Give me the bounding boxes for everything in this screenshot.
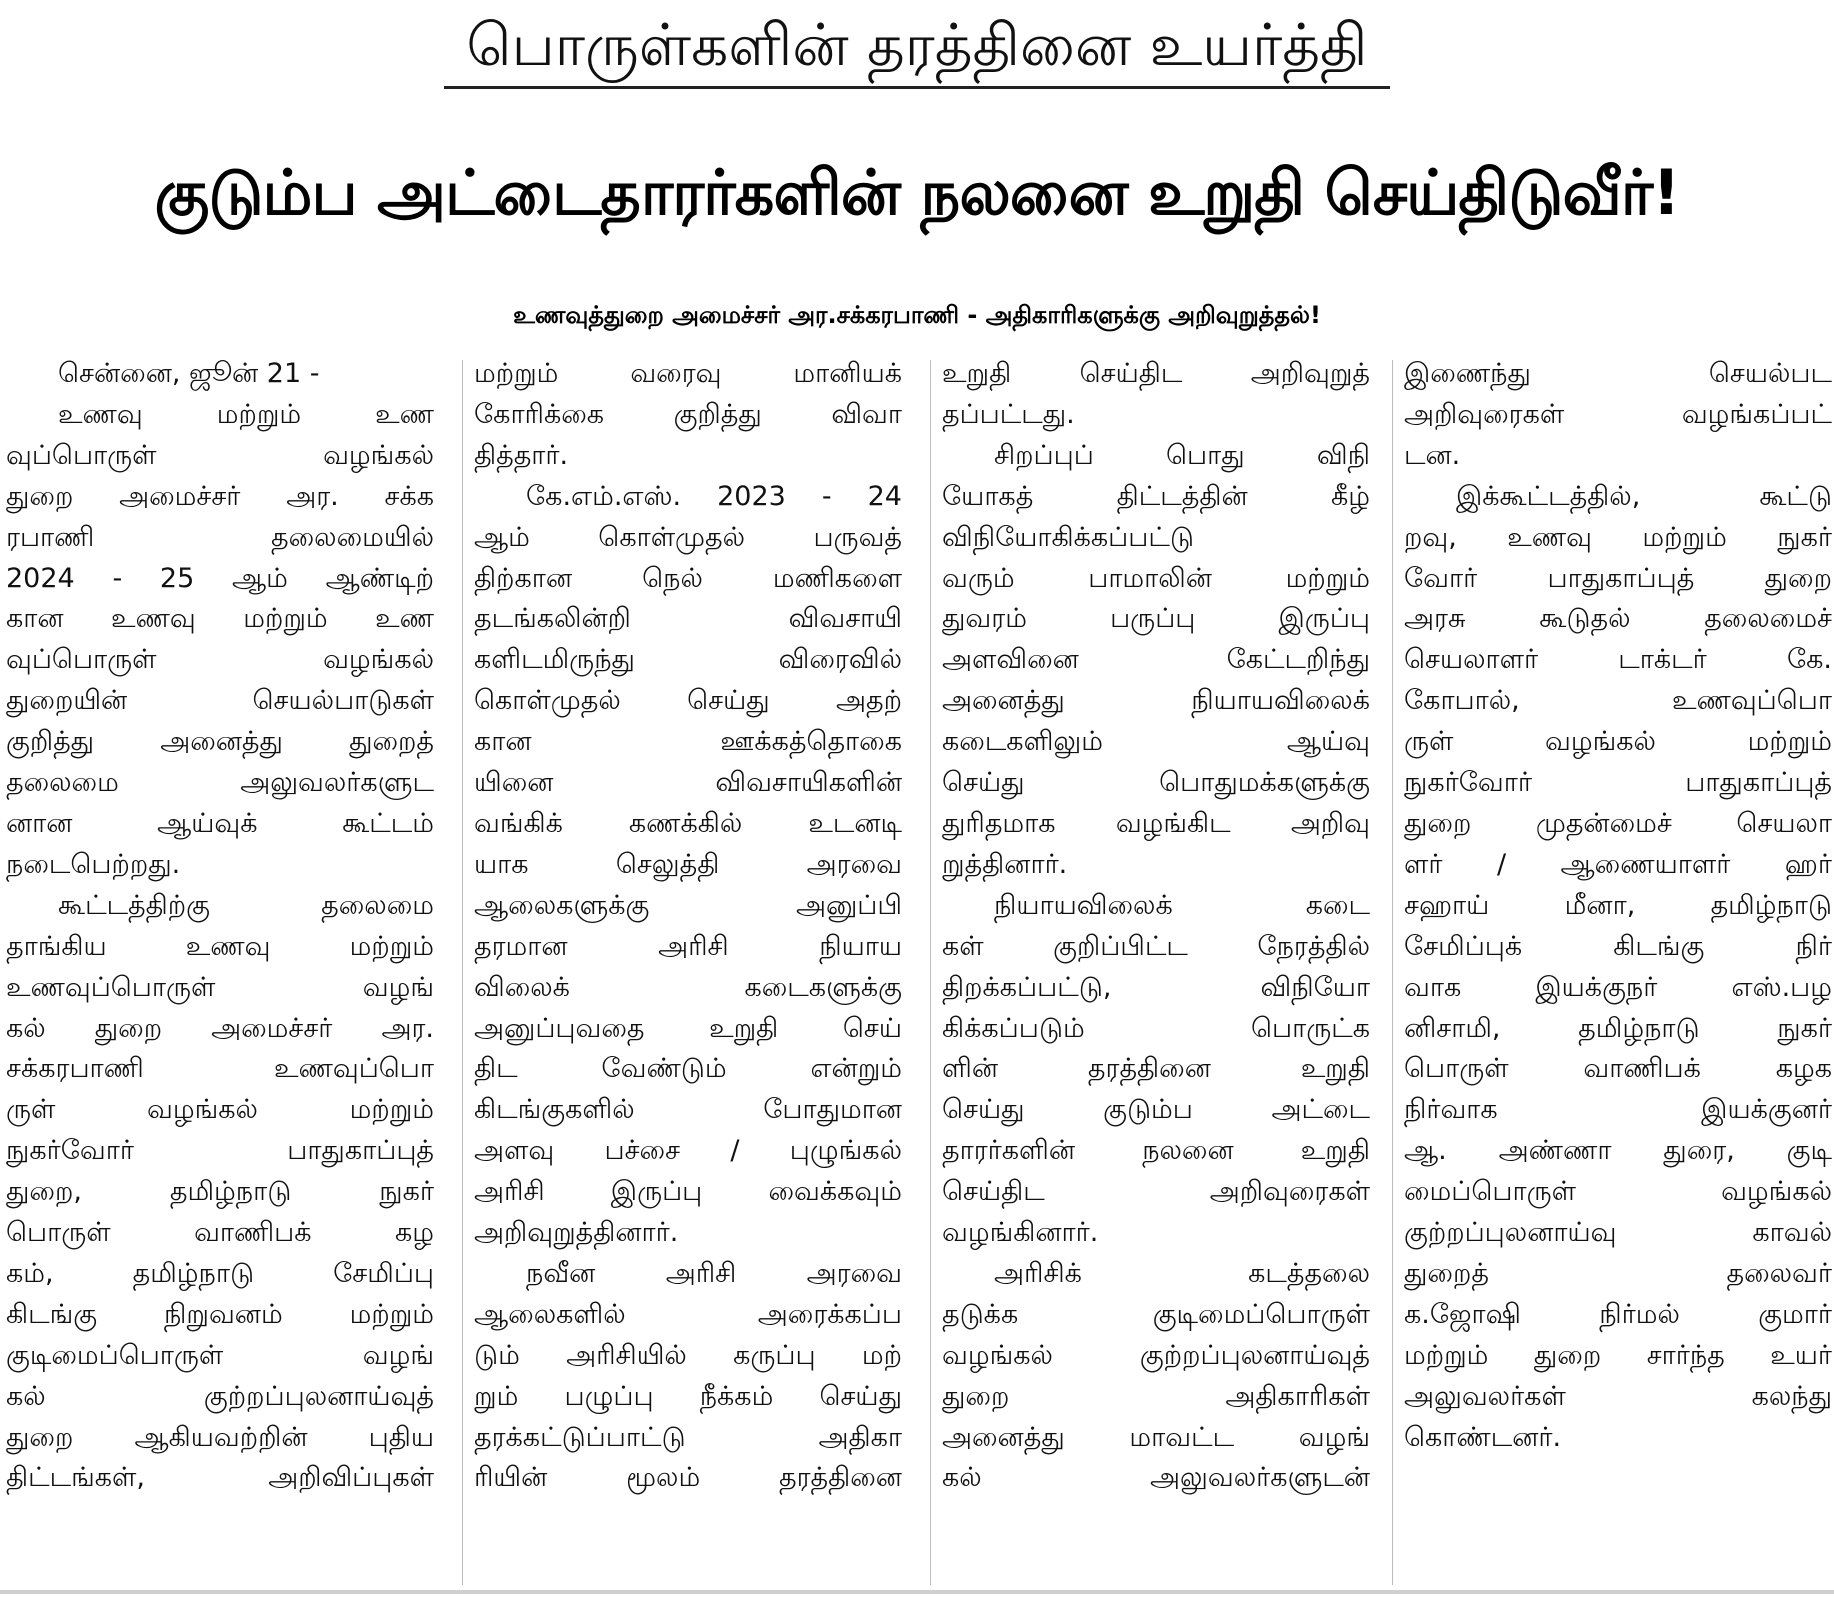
text-line: அரசு கூடுதல் தலைமைச் — [1404, 603, 1832, 635]
text-line: துறை முதன்மைச் செயலா — [1404, 807, 1832, 839]
text-line: றும் பழுப்பு நீக்கம் செய்து — [474, 1380, 902, 1412]
text-line: மற்றும் வரைவு மானியக் — [474, 358, 902, 389]
article-column-3 — [942, 354, 1370, 1590]
text-line: ருள் வழங்கல் மற்றும் — [6, 1094, 434, 1126]
text-line: னிசாமி, தமிழ்நாடு நுகர் — [1404, 1012, 1832, 1044]
text-line: கம், தமிழ்நாடு சேமிப்பு — [6, 1257, 434, 1289]
text-line: வரும் பாமாலின் மற்றும் — [942, 562, 1370, 594]
text-line: குடிமைப்பொருள் வழங் — [6, 1339, 434, 1371]
headline: குடும்ப அட்டைதாரர்களின் நலனை உறுதி செய்திடுவீர்! — [154, 156, 1680, 229]
text-line: சஹாய் மீனா, தமிழ்நாடு — [1404, 889, 1832, 921]
text-line: சிறப்புப் பொது விநி — [994, 439, 1370, 471]
text-line: மற்றும் துறை சார்ந்த உயர் — [1404, 1339, 1832, 1371]
text-line: விலைக் கடைகளுக்கு — [474, 971, 902, 1003]
article-column-1 — [6, 354, 434, 1590]
text-line: அளவு பச்சை / புழுங்கல் — [474, 1135, 902, 1167]
text-line: தாரர்களின் நலனை உறுதி — [942, 1135, 1370, 1167]
text-line: திறக்கப்பட்டு, விநியோ — [942, 971, 1370, 1003]
text-line: பொருள் வாணிபக் கழ — [6, 1217, 434, 1249]
article-column-2 — [474, 354, 902, 1590]
text-line: செய்து குடும்ப அட்டை — [942, 1094, 1370, 1126]
text-line: செய்திட அறிவுரைகள் — [942, 1176, 1370, 1208]
text-line: துறை ஆகியவற்றின் புதிய — [6, 1421, 434, 1453]
text-line: அரிசி இருப்பு வைக்கவும் — [474, 1176, 902, 1208]
text-line: வழங்கினார். — [942, 1217, 1099, 1249]
text-line: கான உணவு மற்றும் உண — [6, 603, 434, 635]
text-line: அலுவலர்கள் கலந்து — [1404, 1380, 1832, 1412]
text-line: அனுப்புவதை உறுதி செய் — [474, 1012, 902, 1044]
text-line: உறுதி செய்திட அறிவுறுத் — [942, 358, 1370, 389]
text-line: ரியின் மூலம் தரத்தினை — [474, 1462, 902, 1494]
text-line: நுகர்வோர் பாதுகாப்புத் — [1404, 767, 1832, 799]
text-line: நிர்வாக இயக்குனர் — [1404, 1094, 1832, 1126]
text-line: தலைமை அலுவலர்களுட — [6, 767, 434, 799]
text-line: ரபாணி தலைமையில் — [6, 521, 434, 553]
text-line: நியாயவிலைக் கடை — [994, 889, 1370, 921]
text-line: கல் அலுவலர்களுடன் — [942, 1462, 1370, 1494]
text-line: துறை அதிகாரிகள் — [942, 1380, 1370, 1412]
text-line: ஆலைகளுக்கு அனுப்பி — [474, 889, 902, 921]
text-line: அளவினை கேட்டறிந்து — [942, 644, 1370, 676]
text-line: தரமான அரிசி நியாய — [474, 930, 902, 962]
text-line: துவரம் பருப்பு இருப்பு — [942, 603, 1370, 635]
text-line: சேமிப்புக் கிடங்கு நிர் — [1404, 930, 1832, 962]
text-line: கிடங்கு நிறுவனம் மற்றும் — [6, 1298, 434, 1330]
text-line: க.ஜோஷி நிர்மல் குமார் — [1404, 1298, 1832, 1330]
bottom-edge-rule — [0, 1590, 1834, 1594]
text-line: களிடமிருந்து விரைவில் — [474, 644, 902, 676]
text-line: அறிவுறுத்தினார். — [474, 1217, 679, 1249]
column-rule — [462, 360, 463, 1585]
text-line: அனைத்து மாவட்ட வழங் — [942, 1421, 1370, 1453]
text-line: ருள் வழங்கல் மற்றும் — [1404, 726, 1832, 758]
text-line: வாக இயக்குநர் எஸ்.பழ — [1404, 971, 1832, 1003]
text-line: துறை, தமிழ்நாடு நுகர் — [6, 1176, 434, 1208]
text-line: நுகர்வோர் பாதுகாப்புத் — [6, 1135, 434, 1167]
text-line: ளர் / ஆணையாளர் ஹர் — [1404, 848, 1832, 880]
text-line: விநியோகிக்கப்பட்டு — [942, 521, 1194, 553]
text-line: குற்றப்புலனாய்வு காவல் — [1404, 1217, 1832, 1249]
text-line: திற்கான நெல் மணிகளை — [474, 562, 902, 594]
text-line: கூட்டத்திற்கு தலைமை — [58, 889, 434, 921]
text-line: திட்டங்கள், அறிவிப்புகள் — [6, 1462, 434, 1494]
text-line: றுத்தினார். — [942, 848, 1068, 880]
text-line: டன. — [1404, 439, 1461, 471]
text-line: கோரிக்கை குறித்து விவா — [474, 398, 902, 430]
text-line: அரிசிக் கடத்தலை — [994, 1257, 1370, 1289]
text-line: துறை அமைச்சர் அர. சக்க — [6, 480, 434, 512]
column-rule — [930, 360, 931, 1585]
text-line: கான ஊக்கத்தொகை — [474, 726, 902, 758]
text-line: துரிதமாக வழங்கிட அறிவு — [942, 807, 1370, 839]
text-line: அறிவுரைகள் வழங்கப்பட் — [1404, 398, 1832, 430]
text-line: கல் துறை அமைச்சர் அர. — [6, 1012, 434, 1044]
text-line: யோகத் திட்டத்தின் கீழ் — [942, 480, 1370, 512]
text-line: ளின் தரத்தினை உறுதி — [942, 1053, 1370, 1085]
subheadline: உணவுத்துறை அமைச்சர் அர.சக்கரபாணி - அதிகாரிகளுக்கு அறிவுறுத்தல்! — [513, 301, 1321, 329]
text-line: சென்னை, ஜூன் 21 - — [58, 358, 320, 389]
article-column-4 — [1404, 354, 1832, 1590]
text-line: கிக்கப்படும் பொருட்க — [942, 1012, 1370, 1044]
kicker-wrap — [0, 6, 1834, 89]
text-line: வங்கிக் கணக்கில் உடனடி — [474, 807, 902, 839]
text-line: துறைத் தலைவர் — [1404, 1257, 1832, 1289]
text-line: யாக செலுத்தி அரவை — [474, 848, 902, 880]
text-line: கொள்முதல் செய்து அதற் — [474, 685, 902, 717]
kicker-line: பொருள்களின் தரத்தினை உயர்த்தி — [444, 6, 1389, 89]
text-line: 2024 - 25 ஆம் ஆண்டிற் — [6, 562, 434, 594]
text-line: இக்கூட்டத்தில், கூட்டு — [1456, 480, 1832, 512]
text-line: அனைத்து நியாயவிலைக் — [942, 685, 1370, 717]
text-line: கோபால், உணவுப்பொ — [1404, 685, 1832, 717]
column-rule — [1392, 360, 1393, 1585]
text-line: உணவுப்பொருள் வழங் — [6, 971, 434, 1003]
text-line: கடைகளிலும் ஆய்வு — [942, 726, 1370, 758]
text-line: கே.எம்.எஸ். 2023 - 24 — [526, 480, 902, 512]
text-line: தடுக்க குடிமைப்பொருள் — [942, 1298, 1370, 1330]
text-line: ஆ. அண்ணா துரை, குடி — [1404, 1135, 1832, 1167]
text-line: துறையின் செயல்பாடுகள் — [6, 685, 434, 717]
text-line: யினை விவசாயிகளின் — [474, 767, 902, 799]
text-line: னான ஆய்வுக் கூட்டம் — [6, 807, 434, 839]
text-line: மைப்பொருள் வழங்கல் — [1404, 1176, 1832, 1208]
text-line: தடங்கலின்றி விவசாயி — [474, 603, 902, 635]
text-line: வோர் பாதுகாப்புத் துறை — [1404, 562, 1832, 594]
text-line: கல் குற்றப்புலனாய்வுத் — [6, 1380, 434, 1412]
text-line: நடைபெற்றது. — [6, 848, 181, 880]
text-line: ஆலைகளில் அரைக்கப்ப — [474, 1298, 902, 1330]
text-line: தப்பட்டது. — [942, 398, 1075, 430]
text-line: தித்தார். — [474, 439, 569, 471]
text-line: வுப்பொருள் வழங்கல் — [6, 644, 434, 676]
text-line: றவு, உணவு மற்றும் நுகர் — [1404, 521, 1832, 553]
text-line: டும் அரிசியில் கருப்பு மற் — [474, 1339, 902, 1371]
text-line: குறித்து அனைத்து துறைத் — [6, 726, 434, 758]
text-line: செய்து பொதுமக்களுக்கு — [942, 767, 1370, 799]
text-line: கொண்டனர். — [1404, 1421, 1562, 1453]
text-line: வழங்கல் குற்றப்புலனாய்வுத் — [942, 1339, 1370, 1371]
text-line: சக்கரபாணி உணவுப்பொ — [6, 1053, 434, 1085]
text-line: கள் குறிப்பிட்ட நேரத்தில் — [942, 930, 1370, 962]
text-line: கிடங்குகளில் போதுமான — [474, 1094, 902, 1126]
text-line: உணவு மற்றும் உண — [58, 398, 434, 430]
text-line: இணைந்து செயல்பட — [1404, 358, 1832, 389]
text-line: தரக்கட்டுப்பாட்டு அதிகா — [474, 1421, 902, 1453]
text-line: தாங்கிய உணவு மற்றும் — [6, 930, 434, 962]
text-line: வுப்பொருள் வழங்கல் — [6, 439, 434, 471]
text-line: திட வேண்டும் என்றும் — [474, 1053, 902, 1085]
text-line: செயலாளர் டாக்டர் கே. — [1404, 644, 1832, 676]
text-line: நவீன அரிசி அரவை — [526, 1257, 902, 1289]
text-line: ஆம் கொள்முதல் பருவத் — [474, 521, 902, 553]
text-line: பொருள் வாணிபக் கழக — [1404, 1053, 1832, 1085]
